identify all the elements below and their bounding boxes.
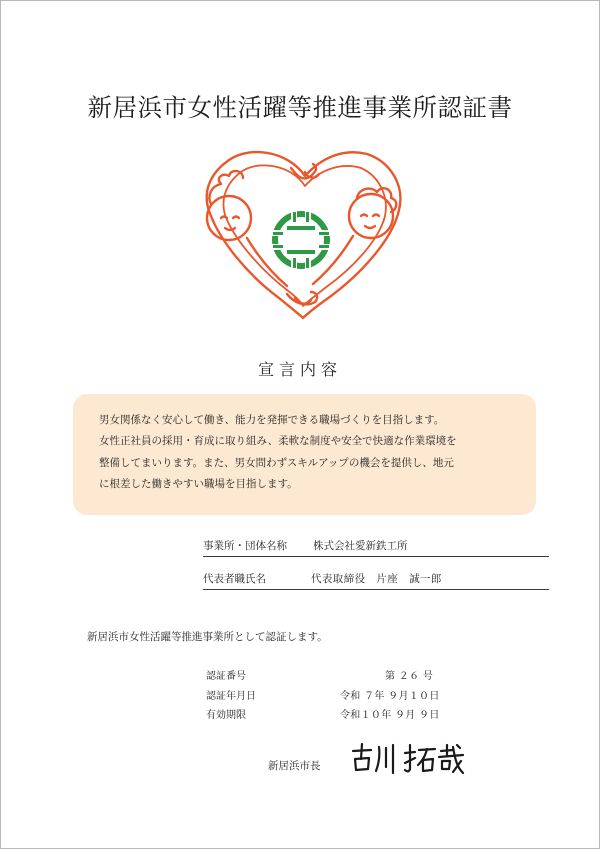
cert-number-value: 第 ２６ 号 (385, 671, 434, 682)
declaration-line: 整備してまいります。また、男女問わずスキルアップの機会を提供し、地元 (99, 456, 454, 469)
mayor-label: 新居浜市長 (268, 760, 321, 772)
declaration-line: に根差した働きやすい職場を目指します。 (99, 477, 298, 490)
cert-number-label: 認証番号 (206, 671, 246, 682)
cert-date-label: 認証年月日 (206, 691, 256, 702)
declaration-heading: 宣言内容 (257, 360, 342, 379)
cert-date-value: 令和 ７年 ９月１０日 (340, 691, 440, 702)
organization-field (203, 538, 549, 557)
representative-label: 代表者職氏名 (203, 573, 266, 585)
declaration-line: 女性正社員の採用・育成に取り組み、柔軟な制度や安全で快適な作業環境を (99, 435, 457, 448)
organization-value: 株式会社愛新鉄工所 (313, 540, 408, 552)
valid-until-value: 令和１０年 ９月 ９日 (340, 710, 440, 721)
declaration-text (99, 410, 529, 495)
valid-until-label: 有効期限 (206, 710, 246, 721)
certificate-title: 新居浜市女性活躍等推進事業所認証書 (87, 93, 513, 122)
organization-label: 事業所・団体名称 (203, 540, 287, 552)
representative-value: 代表取締役 片座 誠一郎 (311, 573, 442, 585)
certification-statement: 新居浜市女性活躍等推進事業所として認証します。 (87, 631, 328, 643)
mayor-signature (349, 741, 467, 777)
representative-field (203, 571, 549, 590)
heart-two-children-city-emblem-icon (187, 146, 415, 344)
declaration-line: 男女関係なく安心して働き、能力を発揮できる職場づくりを目指します。 (99, 414, 445, 426)
